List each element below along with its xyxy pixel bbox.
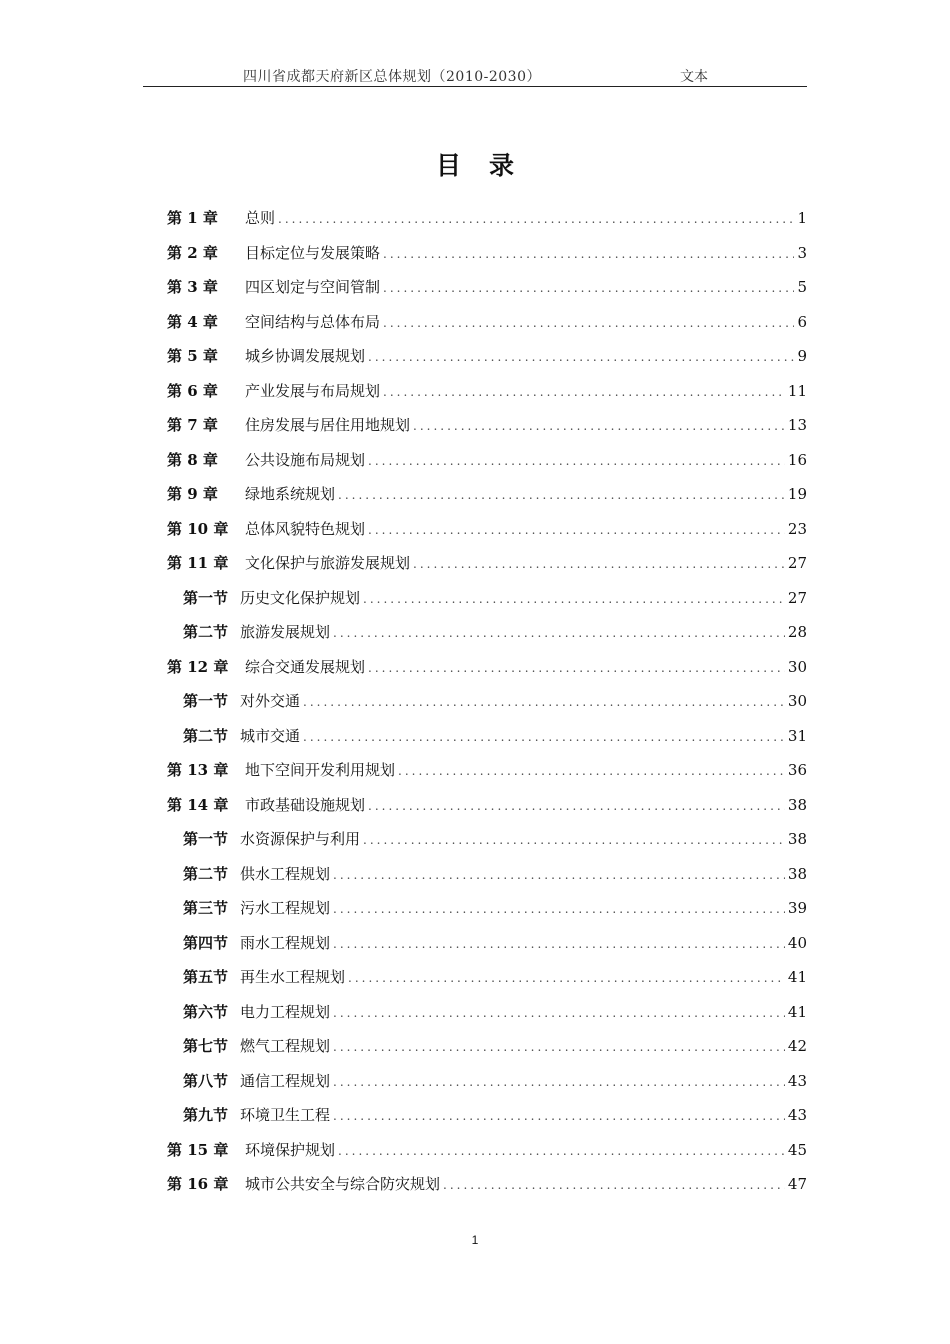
toc-chapter-entry[interactable] <box>167 788 807 823</box>
toc-entry-page: 38 <box>787 830 807 848</box>
toc-dot-leader <box>303 720 785 755</box>
toc-entry-title: 住房发展与居住用地规划 <box>245 416 411 434</box>
toc-dot-leader <box>333 1099 785 1134</box>
toc-dot-leader <box>398 754 785 789</box>
toc-dot-leader <box>338 478 785 513</box>
toc-entry-title: 环境卫生工程 <box>240 1106 331 1124</box>
toc-entry-page: 38 <box>787 795 807 814</box>
toc-entry-number: 第二节 <box>183 864 229 883</box>
toc-chapter-entry[interactable] <box>167 753 807 788</box>
toc-entry-page: 47 <box>787 1175 807 1193</box>
toc-entry-number: 第六节 <box>183 1002 229 1021</box>
toc-entry-title: 综合交通发展规划 <box>245 657 366 676</box>
toc-dot-leader <box>303 685 785 720</box>
toc-section-entry[interactable] <box>167 891 807 926</box>
toc-entry-number: 第八节 <box>183 1071 229 1090</box>
toc-dot-leader <box>368 651 785 686</box>
toc-dot-leader <box>383 375 785 410</box>
toc-entry-number: 第 15 章 <box>167 1140 229 1159</box>
toc-entry-page: 1 <box>797 209 807 227</box>
toc-entry-page: 19 <box>787 485 807 503</box>
toc-dot-leader <box>368 444 785 479</box>
toc-entry-page: 40 <box>787 933 807 952</box>
toc-entry-page: 42 <box>787 1037 807 1055</box>
toc-entry-title: 城市交通 <box>240 726 301 745</box>
toc-chapter-entry[interactable] <box>167 236 807 271</box>
toc-dot-leader <box>383 237 794 272</box>
toc-dot-leader <box>383 271 794 306</box>
toc-chapter-entry[interactable] <box>167 305 807 340</box>
toc-section-entry[interactable] <box>167 581 807 616</box>
toc-entry-title: 产业发展与布局规划 <box>245 381 381 400</box>
toc-chapter-entry[interactable] <box>167 201 807 236</box>
toc-entry-number: 第二节 <box>183 726 229 745</box>
toc-entry-title: 雨水工程规划 <box>240 933 331 952</box>
toc-entry-page: 28 <box>787 623 807 641</box>
toc-chapter-entry[interactable] <box>167 512 807 547</box>
toc-entry-title: 水资源保护与利用 <box>240 830 361 848</box>
toc-dot-leader <box>333 1065 785 1100</box>
toc-dot-leader <box>333 858 785 893</box>
toc-entry-title: 目标定位与发展策略 <box>245 243 381 262</box>
toc-entry-title: 总体风貌特色规划 <box>245 519 366 538</box>
toc-entry-number: 第 5 章 <box>167 347 218 365</box>
toc-section-entry[interactable] <box>167 926 807 961</box>
toc-entry-number: 第五节 <box>183 968 229 986</box>
toc-section-entry[interactable] <box>167 1064 807 1099</box>
toc-section-entry[interactable] <box>167 995 807 1030</box>
toc-dot-leader <box>413 409 785 444</box>
toc-entry-number: 第 9 章 <box>167 485 218 503</box>
toc-dot-leader <box>368 789 785 824</box>
toc-section-entry[interactable] <box>167 960 807 995</box>
toc-entry-page: 11 <box>787 381 807 400</box>
toc-entry-page: 9 <box>797 347 807 365</box>
toc-entry-title: 再生水工程规划 <box>240 968 346 986</box>
toc-entry-number: 第 7 章 <box>167 416 218 434</box>
toc-entry-page: 41 <box>787 968 807 986</box>
toc-entry-number: 第 6 章 <box>167 381 218 400</box>
toc-entry-number: 第 2 章 <box>167 243 218 262</box>
toc-entry-title: 城乡协调发展规划 <box>245 347 366 365</box>
toc-dot-leader <box>333 892 785 927</box>
toc-entry-page: 5 <box>797 278 807 296</box>
toc-entry-title: 电力工程规划 <box>240 1002 331 1021</box>
toc-chapter-entry[interactable] <box>167 1167 807 1202</box>
toc-entry-number: 第四节 <box>183 933 229 952</box>
toc-entry-page: 31 <box>787 726 807 745</box>
toc-entry-number: 第九节 <box>183 1106 229 1124</box>
toc-entry-page: 3 <box>797 243 807 262</box>
toc-entry-page: 6 <box>797 312 807 331</box>
toc-entry-title: 公共设施布局规划 <box>245 450 366 469</box>
toc-dot-leader <box>333 927 785 962</box>
toc-entry-number: 第 12 章 <box>167 657 229 676</box>
toc-entry-number: 第 16 章 <box>167 1175 229 1193</box>
toc-dot-leader <box>333 616 785 651</box>
toc-section-entry[interactable] <box>167 857 807 892</box>
toc-entry-number: 第七节 <box>183 1037 229 1055</box>
toc-entry-title: 旅游发展规划 <box>240 623 331 641</box>
toc-dot-leader <box>278 202 794 237</box>
toc-entry-title: 供水工程规划 <box>240 864 331 883</box>
toc-entry-number: 第 3 章 <box>167 278 218 296</box>
toc-entry-page: 23 <box>787 519 807 538</box>
table-of-contents <box>167 201 807 1202</box>
toc-entry-title: 绿地系统规划 <box>245 485 336 503</box>
toc-entry-page: 30 <box>787 657 807 676</box>
toc-chapter-entry[interactable] <box>167 443 807 478</box>
toc-chapter-entry[interactable] <box>167 1133 807 1168</box>
toc-entry-number: 第 10 章 <box>167 519 229 538</box>
toc-section-entry[interactable] <box>167 615 807 650</box>
toc-dot-leader <box>333 1030 785 1065</box>
toc-dot-leader <box>333 996 785 1031</box>
toc-entry-page: 30 <box>787 692 807 710</box>
page-header <box>143 62 807 87</box>
toc-entry-title: 地下空间开发利用规划 <box>245 761 396 779</box>
toc-entry-page: 39 <box>787 899 807 917</box>
toc-entry-number: 第 11 章 <box>167 554 229 572</box>
toc-entry-title: 文化保护与旅游发展规划 <box>245 554 411 572</box>
toc-entry-page: 41 <box>787 1002 807 1021</box>
toc-entry-number: 第一节 <box>183 830 229 848</box>
toc-entry-number: 第 8 章 <box>167 450 218 469</box>
toc-entry-page: 38 <box>787 864 807 883</box>
toc-dot-leader <box>348 961 785 996</box>
toc-entry-number: 第 1 章 <box>167 209 218 227</box>
toc-chapter-entry[interactable] <box>167 477 807 512</box>
toc-section-entry[interactable] <box>167 822 807 857</box>
toc-chapter-entry[interactable] <box>167 408 807 443</box>
toc-entry-page: 43 <box>787 1106 807 1124</box>
toc-chapter-entry[interactable] <box>167 546 807 581</box>
toc-title: 目录 <box>435 151 542 180</box>
toc-entry-title: 燃气工程规划 <box>240 1037 331 1055</box>
toc-entry-title: 历史文化保护规划 <box>240 588 361 607</box>
page-number: 1 <box>471 1233 479 1247</box>
toc-entry-title: 对外交通 <box>240 692 301 710</box>
toc-entry-title: 污水工程规划 <box>240 899 331 917</box>
toc-dot-leader <box>338 1134 785 1169</box>
toc-entry-page: 16 <box>787 450 807 469</box>
toc-dot-leader <box>363 582 785 617</box>
toc-entry-page: 45 <box>787 1140 807 1159</box>
toc-entry-page: 43 <box>787 1071 807 1090</box>
toc-entry-title: 总则 <box>245 209 276 227</box>
toc-chapter-entry[interactable] <box>167 339 807 374</box>
toc-entry-number: 第一节 <box>183 588 229 607</box>
toc-section-entry[interactable] <box>167 684 807 719</box>
toc-entry-page: 27 <box>787 588 807 607</box>
toc-dot-leader <box>443 1168 785 1203</box>
toc-dot-leader <box>368 513 785 548</box>
toc-entry-title: 四区划定与空间管制 <box>245 278 381 296</box>
toc-entry-number: 第三节 <box>183 899 229 917</box>
toc-chapter-entry[interactable] <box>167 374 807 409</box>
toc-dot-leader <box>383 306 794 341</box>
toc-dot-leader <box>368 340 794 375</box>
toc-dot-leader <box>413 547 785 582</box>
toc-entry-title: 环境保护规划 <box>245 1140 336 1159</box>
toc-section-entry[interactable] <box>167 1029 807 1064</box>
toc-section-entry[interactable] <box>167 719 807 754</box>
toc-chapter-entry[interactable] <box>167 270 807 305</box>
toc-entry-number: 第一节 <box>183 692 229 710</box>
document-title: 四川省成都天府新区总体规划（2010-2030） <box>243 69 541 85</box>
toc-entry-number: 第 13 章 <box>167 761 229 779</box>
toc-entry-page: 13 <box>787 416 807 434</box>
toc-section-entry[interactable] <box>167 1098 807 1133</box>
toc-dot-leader <box>363 823 785 858</box>
toc-entry-title: 通信工程规划 <box>240 1071 331 1090</box>
toc-entry-number: 第二节 <box>183 623 229 641</box>
document-type: 文本 <box>680 69 708 85</box>
toc-entry-title: 市政基础设施规划 <box>245 795 366 814</box>
toc-entry-number: 第 14 章 <box>167 795 229 814</box>
toc-entry-page: 36 <box>787 761 807 779</box>
toc-entry-number: 第 4 章 <box>167 312 218 331</box>
toc-entry-title: 城市公共安全与综合防灾规划 <box>245 1175 441 1193</box>
toc-entry-page: 27 <box>787 554 807 572</box>
toc-chapter-entry[interactable] <box>167 650 807 685</box>
toc-entry-title: 空间结构与总体布局 <box>245 312 381 331</box>
